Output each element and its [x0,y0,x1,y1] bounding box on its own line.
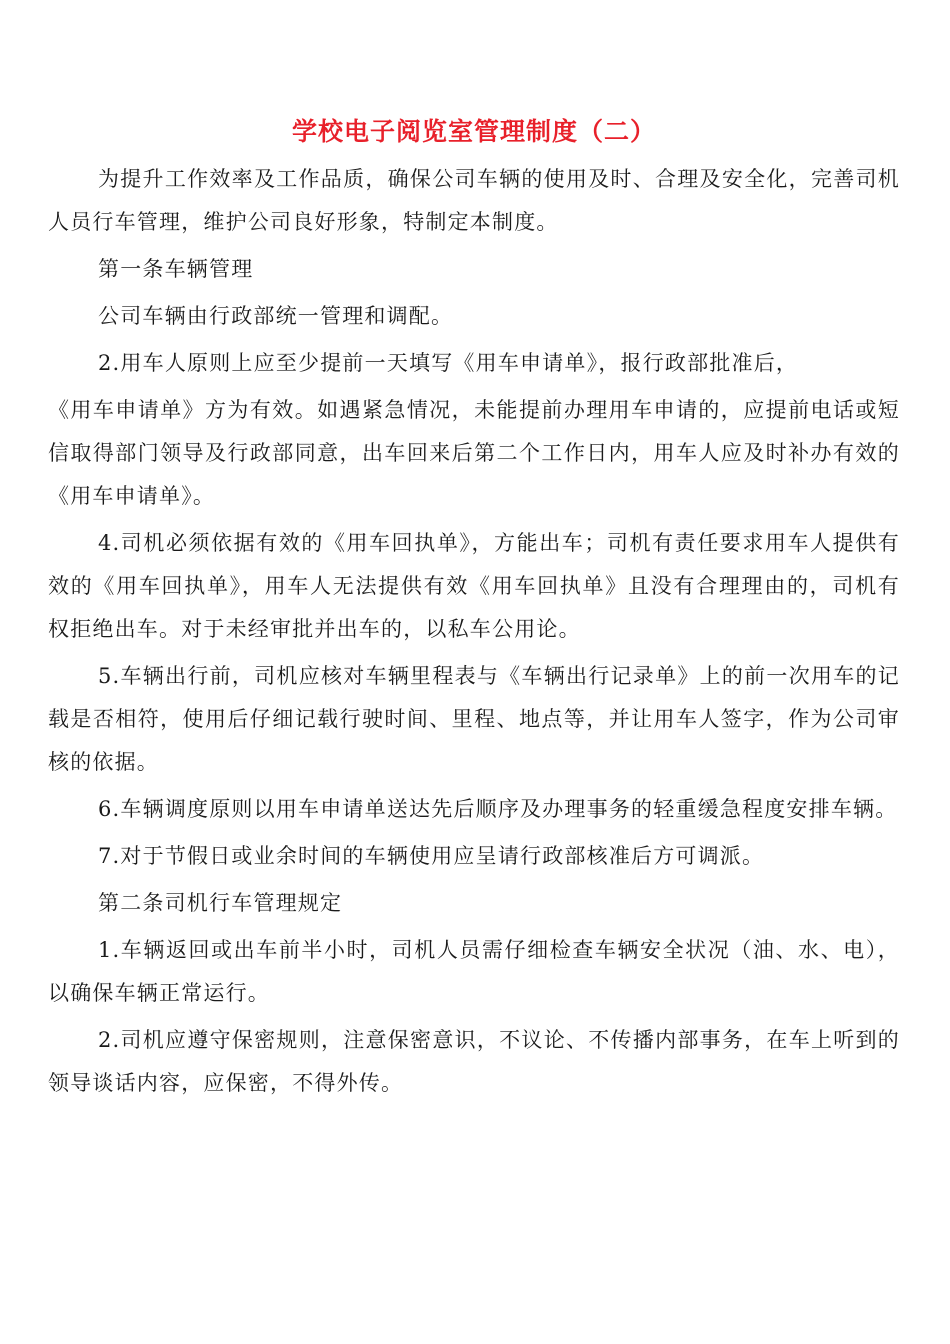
paragraph: 2.司机应遵守保密规则，注意保密意识，不议论、不传播内部事务，在车上听到的领导谈话内容，应保密，不得外传。 [48,1028,900,1095]
paragraph-intro: 为提升工作效率及工作品质，确保公司车辆的使用及时、合理及安全化，完善司机人员行车管理，维护公司良好形象，特制定本制度。 [48,167,900,234]
document-page [48,112,900,1105]
paragraph: 7.对于节假日或业余时间的车辆使用应呈请行政部核准后方可调派。 [98,844,765,868]
paragraph: 1.车辆返回或出车前半小时，司机人员需仔细检查车辆安全状况（油、水、电），以确保车辆正常运行。 [48,938,900,1005]
paragraph: 5.车辆出行前，司机应核对车辆里程表与《车辆出行记录单》上的前一次用车的记载是否相符，使用后仔细记载行驶时间、里程、地点等，并让用车人签字，作为公司审核的依据。 [48,664,900,774]
document-body [48,158,900,1105]
paragraph: 2.用车人原则上应至少提前一天填写《用车申请单》，报行政部批准后， [98,351,799,375]
paragraph: 《用车申请单》方为有效。如遇紧急情况，未能提前办理用车申请的，应提前电话或短信取得部门领导及行政部同意，出车回来后第二个工作日内，用车人应及时补办有效的《用车申请单》。 [48,398,900,508]
section-heading-driver-rules: 第二条司机行车管理规定 [98,891,343,915]
paragraph: 6.车辆调度原则以用车申请单送达先后顺序及办理事务的轻重缓急程度安排车辆。 [98,797,898,821]
section-heading-vehicle-management: 第一条车辆管理 [98,257,254,281]
paragraph: 公司车辆由行政部统一管理和调配。 [98,304,454,328]
paragraph: 4.司机必须依据有效的《用车回执单》，方能出车；司机有责任要求用车人提供有效的《用车回执单》，用车人无法提供有效《用车回执单》且没有合理理由的，司机有权拒绝出车。对于未经审批并出车的，以私车公用论。 [48,531,900,641]
document-title: 学校电子阅览室管理制度（二） [291,117,656,146]
